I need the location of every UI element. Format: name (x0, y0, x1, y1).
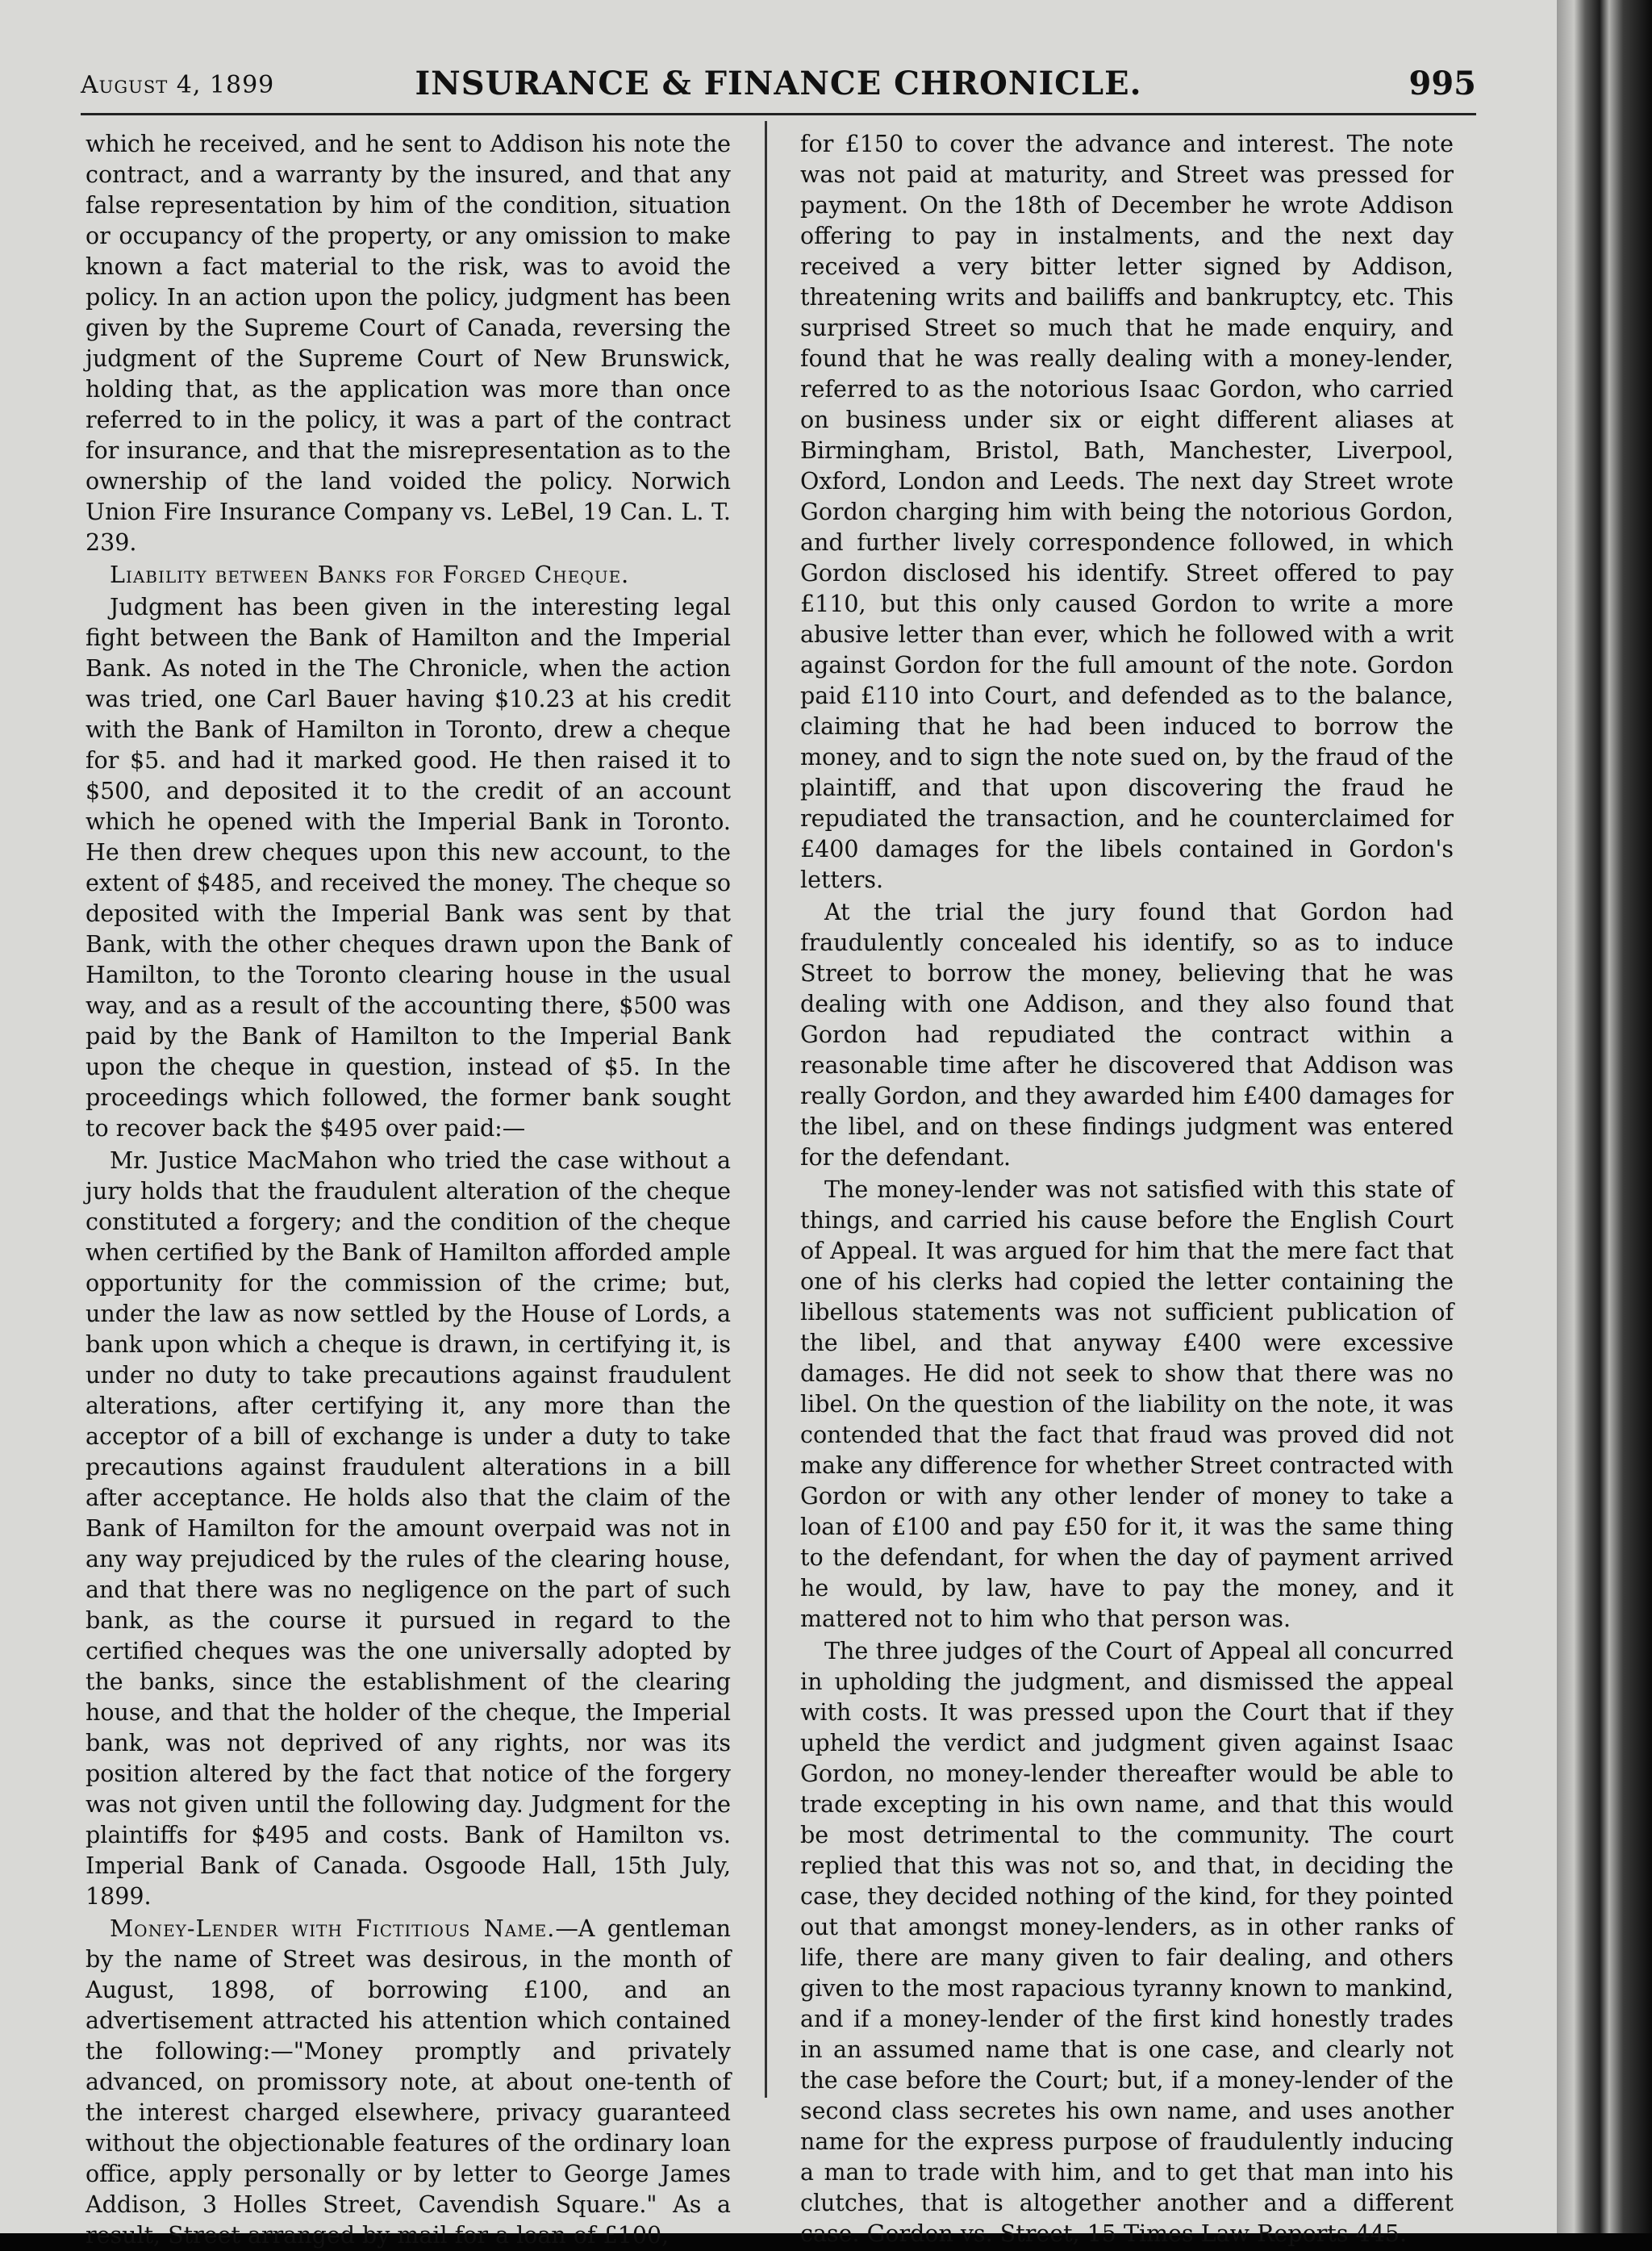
paragraph: Mr. Justice MacMahon who tried the case without a jury holds that the fraudulent alteration of the cheque constituted a forgery; and the condition of the cheque when certified by the Bank of Hamilton afforded ample opportunity for the commission of the crime; but, under the law as now settled by the House of Lords, a bank upon which a cheque is drawn, in certifying it, is under no duty to take precautions against fraudulent alterations, after certifying it, any more than the acceptor of a bill of exchange is under a duty to take precautions against fraudulent alterations in a bill after acceptance. He holds also that the claim of the Bank of Hamilton for the amount overpaid was not in any way prejudiced by the rules of the clearing house, and that there was no negligence on the part of such bank, as the course it pursued in regard to the certified cheques was the one universally adopted by the banks, since the establishment of the clearing house, and that the holder of the cheque, the Imperial bank, was not deprived of any rights, nor was its position altered by the fact that notice of the forgery was not given until the following day. Judgment for the plaintiffs for $495 and costs. Bank of Hamilton vs. Imperial Bank of Canada. Osgoode Hall, 15th July, 1899. (86, 1147, 731, 1910)
paragraph: which he received, and he sent to Addison his note the contract, and a warranty by the insured, and that any false representation by him of the condition, situation or occupancy of the property, or any omission to make known a fact material to the risk, was to avoid the policy. In an action upon the policy, judgment has been given by the Supreme Court of Canada, reversing the judgment of the Supreme Court of New Brunswick, holding that, as the application was more than once referred to in the policy, it was a part of the contract for insurance, and that the misrepresentation as to the ownership of the land voided the policy. Norwich Union Fire Insurance Company vs. LeBel, 19 Can. L. T. 239. (86, 131, 731, 556)
header-rule (81, 113, 1476, 115)
paragraph-text: —A gentleman by the name of Street was desirous, in the month of August, 1898, of borrowing £100, and an advertisement attracted his attention which contained the following:—"Money promptly and privately advanced, on promissory note, at about one-tenth of the interest charged elsewhere, privacy guaranteed without the objectionable features of the ordinary loan office, apply personally or by letter to George James Addison, 3 Holles Street, Cavendish Square." As a result, Street arranged by mail for a loan of £100, (86, 1915, 731, 2249)
section-heading: Money-Lender with Fictitious Name. (110, 1915, 556, 1942)
column-divider (765, 121, 767, 2098)
paragraph (86, 1914, 731, 2251)
left-column (86, 129, 731, 2251)
right-column (800, 129, 1454, 2249)
publication-title: INSURANCE & FINANCE CHRONICLE. (415, 65, 1142, 102)
paragraph: Judgment has been given in the interesting legal fight between the Bank of Hamilton and the Imperial Bank. As noted in the The Chronicle, when the action was tried, one Carl Bauer having $10.23 at his credit with the Bank of Hamilton in Toronto, drew a cheque for $5. and had it marked good. He then raised it to $500, and deposited it to the credit of an account which he opened with the Imperial Bank in Toronto. He then drew cheques upon this new account, to the extent of $485, and received the money. The cheque so deposited with the Imperial Bank was sent by that Bank, with the other cheques drawn upon the Bank of Hamilton, to the Toronto clearing house in the usual way, and as a result of the accounting there, $500 was paid by the Bank of Hamilton to the Imperial Bank upon the cheque in question, instead of $5. In the proceedings which followed, the former bank sought to recover back the $495 over paid:— (86, 594, 731, 1142)
issue-date: August 4, 1899 (81, 71, 275, 99)
paragraph: The money-lender was not satisfied with this state of things, and carried his cause before the English Court of Appeal. It was argued for him that the mere fact that one of his clerks had copied the letter containing the libellous statements was not sufficient publication of the libel, and that anyway £400 were excessive damages. He did not seek to show that there was no libel. On the question of the liability on the note, it was contended that the fact that fraud was proved did not make any difference for whether Street contracted with Gordon or with any other lender of money to take a loan of £100 and pay £50 for it, it was the same thing to the defendant, for when the day of payment arrived he would, by law, have to pay the money, and it mattered not to him who that person was. (800, 1176, 1454, 1632)
section-heading: Liability between Banks for Forged Cheque. (110, 562, 630, 588)
paragraph: At the trial the jury found that Gordon had fraudulently concealed his identify, so as to induce Street to borrow the money, believing that he was dealing with one Addison, and they also found that Gordon had repudiated the contract within a reasonable time after he discovered that Addison was really Gordon, and they awarded him £400 damages for the libel, and on these findings judgment was entered for the defendant. (800, 899, 1454, 1171)
binding-edge (1557, 0, 1652, 2233)
paragraph: for £150 to cover the advance and interest. The note was not paid at maturity, and Street was pressed for payment. On the 18th of December he wrote Addison offering to pay in instalments, and the next day received a very bitter letter signed by Addison, threatening writs and bailiffs and bankruptcy, etc. This surprised Street so much that he made enquiry, and found that he was really dealing with a money-lender, referred to as the notorious Isaac Gordon, who carried on business under six or eight different aliases at Birmingham, Bristol, Bath, Manchester, Liverpool, Oxford, London and Leeds. The next day Street wrote Gordon charging him with being the notorious Gordon, and further lively correspondence followed, in which Gordon disclosed his identify. Street offered to pay £110, but this only caused Gordon to write a more abusive letter than ever, which he followed with a writ against Gordon for the full amount of the note. Gordon paid £110 into Court, and defended as to the balance, claiming that he had been induced to borrow the money, and to sign the note sued on, by the fraud of the plaintiff, and that upon discovering the fraud he repudiated the transaction, and he counterclaimed for £400 damages for the libels contained in Gordon's letters. (800, 131, 1454, 893)
paragraph (86, 560, 731, 591)
paragraph: The three judges of the Court of Appeal all concurred in upholding the judgment, and dismissed the appeal with costs. It was pressed upon the Court that if they upheld the verdict and judgment given against Isaac Gordon, no money-lender thereafter would be able to trade excepting in his own name, and that this would be most detrimental to the community. The court replied that this was not so, and that, in deciding the case, they decided nothing of the kind, for they pointed out that amongst money-lenders, as in other ranks of life, there are many given to fair dealing, and others given to the most rapacious tyranny known to mankind, and if a money-lender of the first kind honestly trades in an assumed name that is one case, and clearly not the case before the Court; but, if a money-lender of the second class secretes his own name, and uses another name for the express purpose of fraudulently inducing a man to trade with him, and to get that man into his clutches, that is altogether another and a different case. Gordon vs. Street, 15 Times Law Reports 445. (800, 1638, 1454, 2247)
page-header (81, 65, 1476, 113)
page-number: 995 (1408, 65, 1476, 102)
